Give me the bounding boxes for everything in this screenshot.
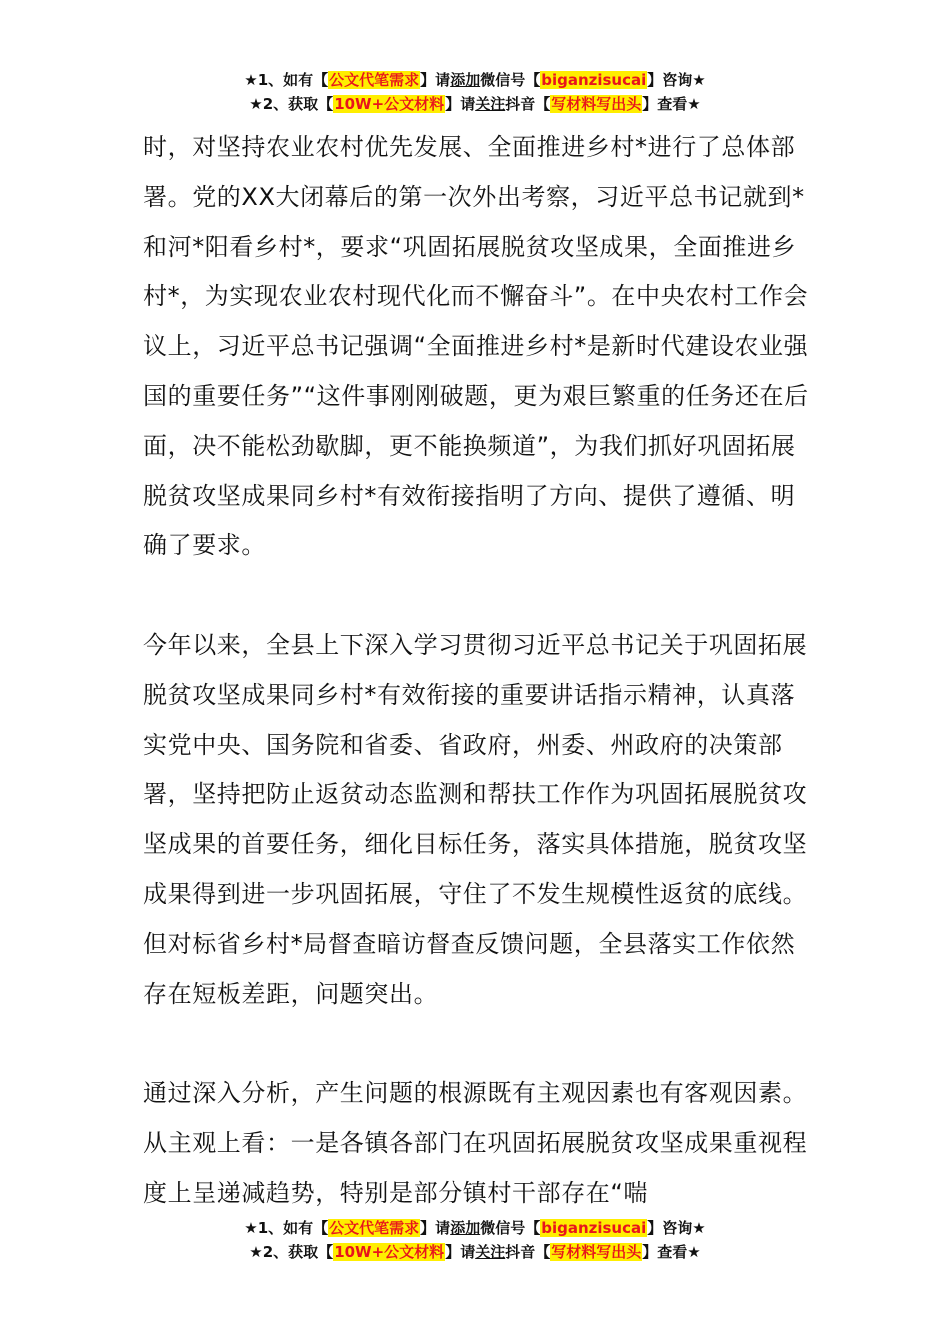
footer-line-1 (0, 1216, 950, 1240)
footer-line-2 (0, 1240, 950, 1264)
footer-line-2-highlight-1: 10W+公文材料 (334, 1243, 445, 1261)
body-paragraph-3: 通过深入分析，产生问题的根源既有主观因素也有客观因素。从主观上看：一是各镇各部门在巩固拓展脱贫攻坚成果重视程度上呈递减趋势，特别是部分镇村干部存在“喘 (143, 1079, 808, 1207)
document-body (143, 123, 811, 1219)
header-line-1-prefix: ★1、如有【 (244, 71, 329, 89)
header-line-2-prefix: ★2、获取【 (249, 95, 334, 113)
header-line-2-underlined: 关注 (475, 95, 506, 113)
footer-line-1-highlight-2: biganzisucai (541, 1219, 647, 1237)
header-line-1-underlined: 添加 (450, 71, 481, 89)
footer-banner (0, 1216, 950, 1264)
footer-line-1-mid-1: 】请 (420, 1219, 451, 1237)
footer-line-2-highlight-2: 写材料写出头 (551, 1243, 642, 1261)
header-line-2-highlight-1: 10W+公文材料 (334, 95, 445, 113)
footer-line-2-suffix: 】查看★ (642, 1243, 701, 1261)
body-paragraph-1: 时，对坚持农业农村优先发展、全面推进乡村*进行了总体部署。党的XX大闭幕后的第一次外出考察，习近平总书记就到*和河*阳看乡村*，要求“巩固拓展脱贫攻坚成果，全面推进乡村*，为实现农业农村现代化而不懈奋斗”。在中央农村工作会议上，习近平总书记强调“全面推进乡村*是新时代建设农业强国的重要任务”“这件事刚刚破题，更为艰巨繁重的任务还在后面，决不能松劲歇脚，更不能换频道”，为我们抓好巩固拓展脱贫攻坚成果同乡村*有效衔接指明了方向、提供了遵循、明确了要求。 (143, 133, 809, 560)
footer-line-2-underlined: 关注 (475, 1243, 506, 1261)
header-line-2-suffix: 】查看★ (642, 95, 701, 113)
header-line-1-suffix: 】咨询★ (647, 71, 706, 89)
footer-line-2-prefix: ★2、获取【 (249, 1243, 334, 1261)
header-line-1-mid-2: 微信号【 (480, 71, 541, 89)
header-line-1-highlight-2: biganzisucai (541, 71, 647, 89)
header-line-2-mid-1: 】请 (445, 95, 476, 113)
header-line-1-mid-1: 】请 (420, 71, 451, 89)
footer-line-2-mid-2: 抖音【 (505, 1243, 551, 1261)
footer-line-2-mid-1: 】请 (445, 1243, 476, 1261)
footer-line-1-highlight-1: 公文代笔需求 (329, 1219, 420, 1237)
footer-line-1-suffix: 】咨询★ (647, 1219, 706, 1237)
header-line-2-highlight-2: 写材料写出头 (551, 95, 642, 113)
header-line-1-highlight-1: 公文代笔需求 (329, 71, 420, 89)
footer-line-1-underlined: 添加 (450, 1219, 481, 1237)
header-line-2-mid-2: 抖音【 (505, 95, 551, 113)
footer-line-1-prefix: ★1、如有【 (244, 1219, 329, 1237)
body-paragraph-2: 今年以来，全县上下深入学习贯彻习近平总书记关于巩固拓展脱贫攻坚成果同乡村*有效衔接的重要讲话指示精神，认真落实党中央、国务院和省委、省政府，州委、州政府的决策部署，坚持把防止返贫动态监测和帮扶工作作为巩固拓展脱贫攻坚成果的首要任务，细化目标任务，落实具体措施，脱贫攻坚成果得到进一步巩固拓展，守住了不发生规模性返贫的底线。但对标省乡村*局督查暗访督查反馈问题，全县落实工作依然存在短板差距，问题突出。 (143, 630, 808, 1008)
header-banner (0, 68, 950, 116)
footer-line-1-mid-2: 微信号【 (480, 1219, 541, 1237)
header-line-2 (0, 92, 950, 116)
header-line-1 (0, 68, 950, 92)
